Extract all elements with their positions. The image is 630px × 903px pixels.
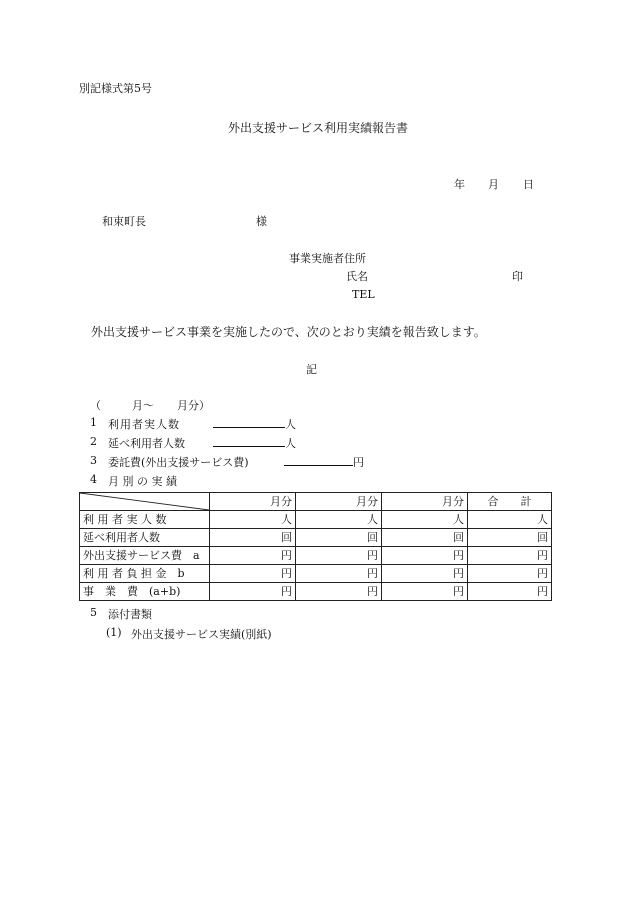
item-number: 2: [90, 435, 97, 448]
table-cell: 円: [296, 565, 382, 583]
monthly-results-table: [79, 492, 552, 601]
diagonal-line: [80, 493, 209, 510]
page-title: 外出支援サービス利用実績報告書: [228, 121, 409, 135]
period-month-to: 月分）: [177, 399, 210, 412]
table-cell: 円: [468, 547, 552, 565]
attachment-item-number: (1): [106, 626, 122, 639]
item-label: 延べ利用者人数: [108, 437, 185, 450]
blank-field: [213, 436, 285, 447]
table-cell: 円: [210, 547, 296, 565]
table-cell: 円: [210, 565, 296, 583]
form-number: 別記様式第5号: [79, 82, 152, 95]
table-cell: 回: [210, 529, 296, 547]
period-month-from: 月～: [132, 399, 154, 412]
ki-heading: 記: [306, 363, 317, 376]
row-label: 延べ利用者人数: [80, 529, 210, 547]
reporter-name-label: 氏名: [346, 270, 368, 283]
attachments-number: 5: [90, 606, 97, 619]
table-cell: 円: [468, 565, 552, 583]
blank-field: [284, 455, 353, 466]
table-cell: 円: [468, 583, 552, 601]
header-month-1: 月分: [210, 493, 296, 511]
table-row: [80, 565, 552, 583]
date-year: 年: [454, 178, 465, 191]
item-unit: 人: [285, 418, 296, 431]
table-cell: 円: [382, 547, 468, 565]
row-label: 事 業 費 (a+b): [80, 583, 210, 601]
date-month: 月: [488, 178, 499, 191]
item-number: 1: [90, 416, 97, 429]
table-cell: 円: [382, 565, 468, 583]
reporter-tel-label: TEL: [352, 288, 375, 301]
item-unit: 人: [285, 437, 296, 450]
table-cell: 円: [296, 547, 382, 565]
table-row: [80, 529, 552, 547]
table-cell: 人: [210, 511, 296, 529]
table-row: [80, 583, 552, 601]
reporter-address-label: 事業実施者住所: [289, 252, 366, 265]
attachment-item-text: 外出支援サービス実績(別紙): [131, 628, 272, 641]
header-month-3: 月分: [382, 493, 468, 511]
table-cell: 人: [382, 511, 468, 529]
seal-mark: 印: [512, 270, 523, 283]
item-number: 4: [90, 473, 97, 486]
item-label: 月 別 の 実 績: [108, 475, 177, 488]
item-label: 委託費(外出支援サービス費): [108, 456, 249, 469]
table-cell: 人: [468, 511, 552, 529]
date-day: 日: [523, 178, 534, 191]
attachments-heading: 添付書類: [108, 608, 152, 621]
row-label: 利 用 者 負 担 金 b: [80, 565, 210, 583]
table-header-row: [80, 493, 552, 511]
addressee-name: 和束町長: [102, 215, 146, 228]
table-cell: 回: [468, 529, 552, 547]
table-cell: 円: [296, 583, 382, 601]
row-label: 利 用 者 実 人 数: [80, 511, 210, 529]
row-label: 外出支援サービス費 a: [80, 547, 210, 565]
table-cell: 人: [296, 511, 382, 529]
header-month-2: 月分: [296, 493, 382, 511]
header-total: 合 計: [468, 493, 552, 511]
item-label: 利用者実人数: [108, 418, 180, 431]
table-cell: 回: [382, 529, 468, 547]
table-row: [80, 547, 552, 565]
item-number: 3: [90, 454, 97, 467]
table-cell: 円: [382, 583, 468, 601]
diagonal-header-cell: [80, 493, 210, 511]
table-cell: 回: [296, 529, 382, 547]
addressee-honorific: 様: [256, 215, 267, 228]
item-unit: 円: [353, 456, 364, 469]
period-open: （: [90, 399, 101, 412]
blank-field: [213, 417, 285, 428]
body-text: 外出支援サービス事業を実施したので、次のとおり実績を報告致します。: [91, 325, 486, 339]
table-row: [80, 511, 552, 529]
table-cell: 円: [210, 583, 296, 601]
